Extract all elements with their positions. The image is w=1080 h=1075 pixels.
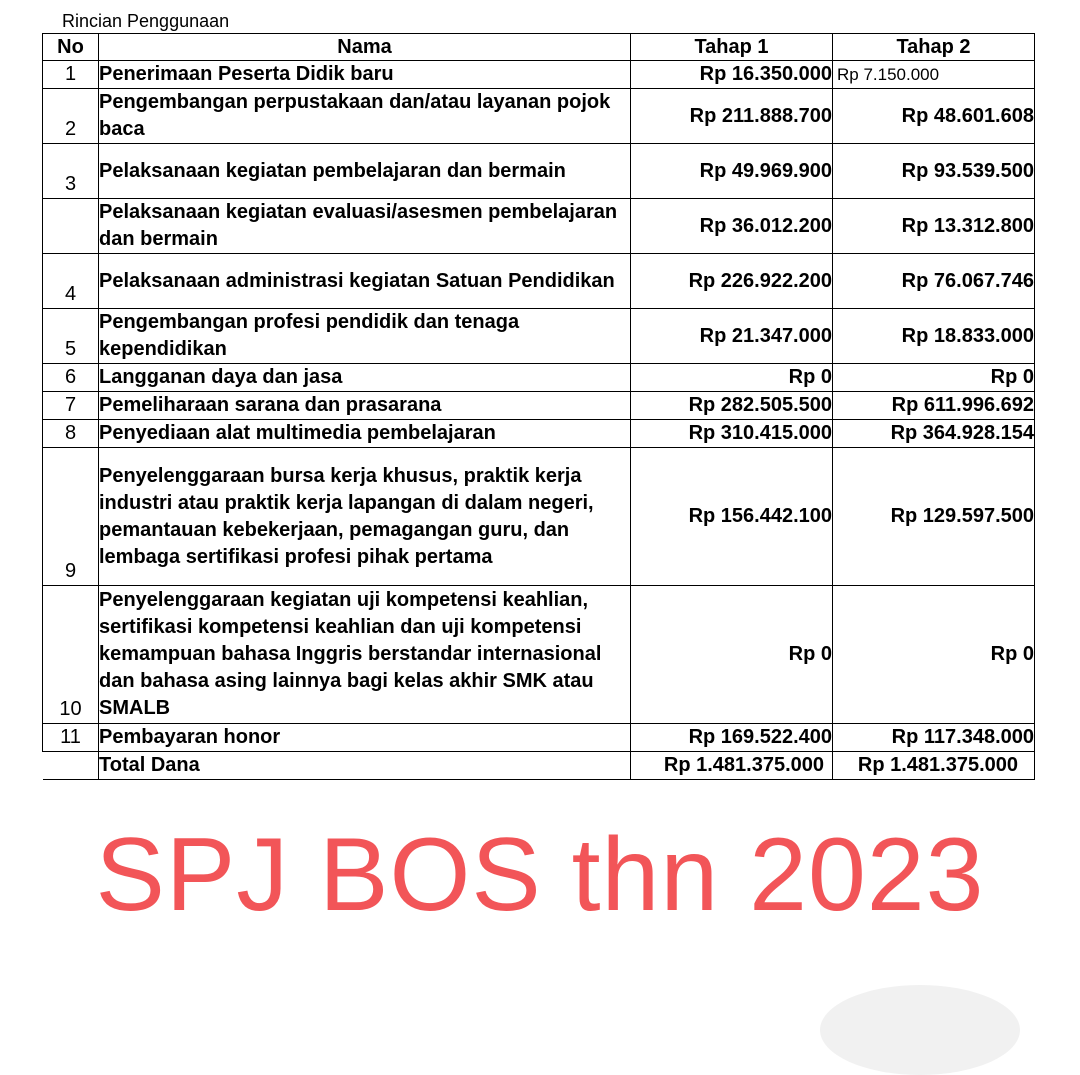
total-row — [43, 752, 1035, 780]
row-tahap-2: Rp 364.928.154 — [833, 420, 1035, 448]
row-no: 11 — [43, 724, 99, 752]
total-tahap-1: Rp 1.481.375.000 — [631, 752, 833, 780]
row-tahap-2: Rp 13.312.800 — [833, 199, 1035, 254]
table-row — [43, 364, 1035, 392]
total-tahap-2: Rp 1.481.375.000 — [833, 752, 1035, 780]
corner-shade — [820, 985, 1020, 1075]
total-no — [43, 752, 99, 780]
row-no: 7 — [43, 392, 99, 420]
row-nama: Langganan daya dan jasa — [99, 364, 631, 392]
table-row — [43, 89, 1035, 144]
total-label: Total Dana — [99, 752, 631, 780]
budget-table — [42, 33, 1035, 780]
row-tahap-1: Rp 156.442.100 — [631, 448, 833, 586]
header-tahap-2: Tahap 2 — [833, 34, 1035, 61]
row-no: 1 — [43, 61, 99, 89]
row-no: 4 — [43, 254, 99, 309]
header-row — [43, 34, 1035, 61]
row-tahap-2: Rp 7.150.000 — [833, 61, 1035, 89]
row-nama: Penyelenggaraan kegiatan uji kompetensi keahlian, sertifikasi kompetensi keahlian dan uji kompetensi kemampuan bahasa Inggris berstandar internasional dan bahasa asing lainnya bagi kelas akhir SMK atau SMALB — [99, 586, 631, 724]
row-nama: Pelaksanaan kegiatan pembelajaran dan bermain — [99, 144, 631, 199]
table-row — [43, 724, 1035, 752]
row-no: 6 — [43, 364, 99, 392]
spj-caption: SPJ BOS thn 2023 — [95, 817, 985, 933]
row-tahap-1: Rp 16.350.000 — [631, 61, 833, 89]
row-tahap-1: Rp 36.012.200 — [631, 199, 833, 254]
row-tahap-2: Rp 18.833.000 — [833, 309, 1035, 364]
row-nama: Pelaksanaan kegiatan evaluasi/asesmen pembelajaran dan bermain — [99, 199, 631, 254]
row-tahap-2: Rp 93.539.500 — [833, 144, 1035, 199]
row-no: 9 — [43, 448, 99, 586]
header-nama: Nama — [99, 34, 631, 61]
row-tahap-2: Rp 117.348.000 — [833, 724, 1035, 752]
row-nama: Pengembangan perpustakaan dan/atau layanan pojok baca — [99, 89, 631, 144]
row-nama: Pelaksanaan administrasi kegiatan Satuan Pendidikan — [99, 254, 631, 309]
table-row — [43, 199, 1035, 254]
row-tahap-2: Rp 76.067.746 — [833, 254, 1035, 309]
row-nama: Penyediaan alat multimedia pembelajaran — [99, 420, 631, 448]
table-row — [43, 586, 1035, 724]
table-row — [43, 61, 1035, 89]
table-row — [43, 254, 1035, 309]
table-row — [43, 309, 1035, 364]
table-row — [43, 392, 1035, 420]
row-tahap-2: Rp 0 — [833, 586, 1035, 724]
row-nama: Pemeliharaan sarana dan prasarana — [99, 392, 631, 420]
row-no: 10 — [43, 586, 99, 724]
row-nama: Penerimaan Peserta Didik baru — [99, 61, 631, 89]
row-no: 5 — [43, 309, 99, 364]
row-nama: Pembayaran honor — [99, 724, 631, 752]
row-no: 3 — [43, 144, 99, 199]
header-no: No — [43, 34, 99, 61]
header-tahap-1: Tahap 1 — [631, 34, 833, 61]
row-no: 8 — [43, 420, 99, 448]
row-tahap-1: Rp 49.969.900 — [631, 144, 833, 199]
row-nama: Penyelenggaraan bursa kerja khusus, praktik kerja industri atau praktik kerja lapangan di dalam negeri, pemantauan kebekerjaan, pemagangan guru, dan lembaga sertifikasi profesi pihak pertama — [99, 448, 631, 586]
row-tahap-1: Rp 211.888.700 — [631, 89, 833, 144]
row-tahap-1: Rp 310.415.000 — [631, 420, 833, 448]
sheet-title: Rincian Penggunaan — [62, 11, 230, 31]
table-row — [43, 420, 1035, 448]
table-row — [43, 144, 1035, 199]
row-nama: Pengembangan profesi pendidik dan tenaga kependidikan — [99, 309, 631, 364]
row-tahap-1: Rp 282.505.500 — [631, 392, 833, 420]
row-tahap-2: Rp 129.597.500 — [833, 448, 1035, 586]
row-tahap-1: Rp 0 — [631, 364, 833, 392]
row-tahap-1: Rp 169.522.400 — [631, 724, 833, 752]
row-tahap-2: Rp 0 — [833, 364, 1035, 392]
row-tahap-2: Rp 48.601.608 — [833, 89, 1035, 144]
row-tahap-1: Rp 0 — [631, 586, 833, 724]
row-no: 2 — [43, 89, 99, 144]
row-no — [43, 199, 99, 254]
table-row — [43, 448, 1035, 586]
row-tahap-1: Rp 21.347.000 — [631, 309, 833, 364]
row-tahap-1: Rp 226.922.200 — [631, 254, 833, 309]
row-tahap-2: Rp 611.996.692 — [833, 392, 1035, 420]
